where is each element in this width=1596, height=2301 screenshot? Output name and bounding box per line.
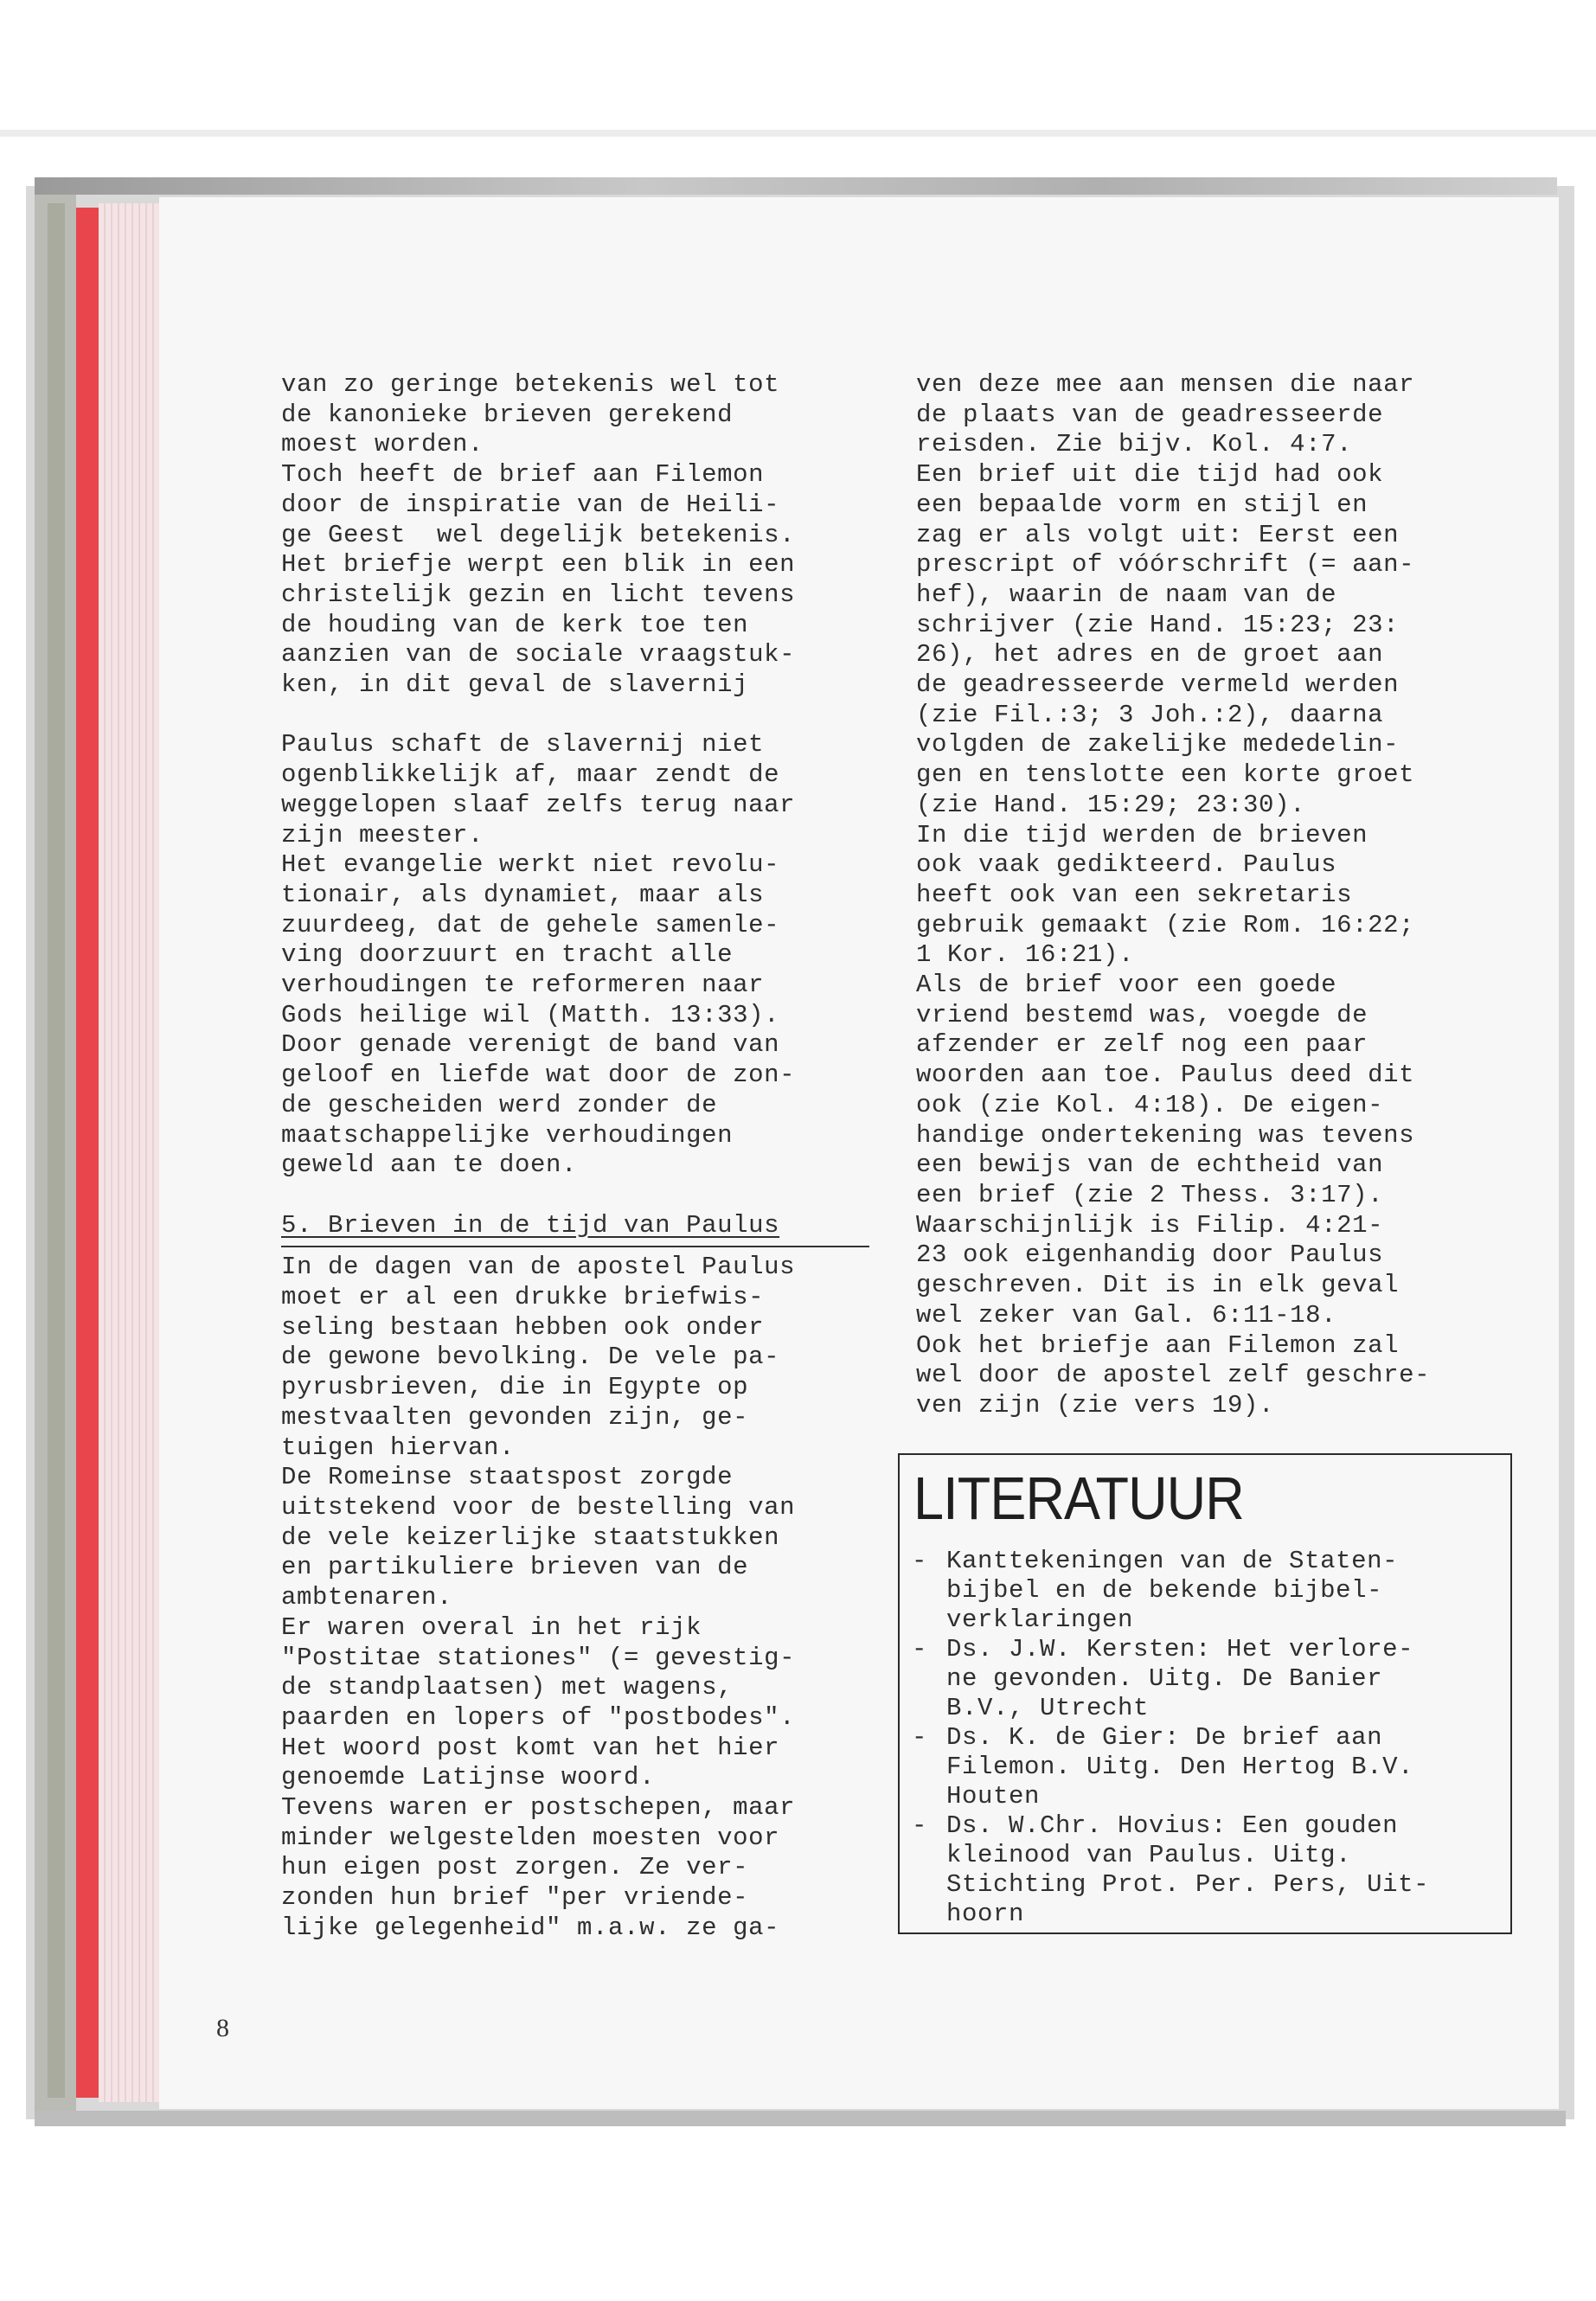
- text-line: paarden en lopers of "postbodes".: [281, 1702, 796, 1732]
- text-line: en partikuliere brieven van de: [281, 1553, 749, 1582]
- section-heading: 5. Brieven in de tijd van Paulus: [281, 1210, 780, 1240]
- spacer: [281, 1181, 887, 1211]
- text-line: (zie Hand. 15:29; 23:30).: [916, 790, 1306, 819]
- text-line: Tevens waren er postschepen, maar: [281, 1793, 796, 1823]
- list-dash: -: [912, 1811, 928, 1840]
- text-line: ven deze mee aan mensen die naar: [916, 370, 1415, 399]
- page-number: 8: [216, 2014, 229, 2042]
- text-line: vriend bestemd was, voegde de: [916, 1000, 1368, 1029]
- text-line: De Romeinse staatspost zorgde: [281, 1463, 734, 1492]
- text-line: moest worden.: [281, 430, 484, 459]
- text-line: ven zijn (zie vers 19).: [916, 1390, 1275, 1420]
- text-line: ook (zie Kol. 4:18). De eigen-: [916, 1090, 1384, 1119]
- left-column-text-continued: [281, 1253, 887, 1943]
- literature-item: [912, 1811, 1509, 1929]
- text-line: prescript of vóórschrift (= aan-: [916, 550, 1415, 580]
- text-line: de houding van de kerk toe ten: [281, 610, 749, 639]
- text-line: mestvaalten gevonden zijn, ge-: [281, 1402, 749, 1432]
- text-line: (zie Fil.:3; 3 Joh.:2), daarna: [916, 700, 1384, 729]
- book-bottom-edge: [35, 2111, 1566, 2126]
- list-dash: -: [912, 1547, 928, 1575]
- text-line: ken, in dit geval de slavernij: [281, 670, 749, 700]
- literature-box: [898, 1453, 1512, 1934]
- text-line: Er waren overal in het rijk: [281, 1612, 702, 1642]
- text-line: de kanonieke brieven gerekend: [281, 400, 734, 429]
- text-line: Het woord post komt van het hier: [281, 1733, 780, 1762]
- text-line: volgden de zakelijke mededelin-: [916, 730, 1400, 760]
- text-line: Een brief uit die tijd had ook: [916, 460, 1384, 490]
- text-line: Als de brief voor een goede: [916, 971, 1337, 1000]
- literature-item: [912, 1547, 1509, 1635]
- text-line: Door genade verenigt de band van: [281, 1030, 780, 1060]
- text-line: maatschappelijke verhoudingen: [281, 1120, 734, 1150]
- text-line: schrijver (zie Hand. 15:23; 23:: [916, 610, 1400, 639]
- text-line: tionair, als dynamiet, maar als: [281, 880, 765, 909]
- text-line: ge Geest wel degelijk betekenis.: [281, 520, 796, 549]
- text-line: de vele keizerlijke staatstukken: [281, 1522, 780, 1552]
- text-line: een bewijs van de echtheid van: [916, 1150, 1384, 1180]
- red-page-edge: [76, 208, 99, 2098]
- list-dash: -: [912, 1723, 928, 1752]
- text-line: ving doorzuurt en tracht alle: [281, 940, 734, 970]
- text-line: [281, 701, 887, 731]
- text-line: heeft ook van een sekretaris: [916, 880, 1353, 909]
- text-line: "Postitae stationes" (= gevestig-: [281, 1643, 796, 1672]
- scan-top-edge: [0, 130, 1596, 137]
- text-line: zuurdeeg, dat de gehele samenle-: [281, 910, 780, 939]
- text-line: seling bestaan hebben ook onder: [281, 1312, 765, 1342]
- text-line: uitstekend voor de bestelling van: [281, 1493, 796, 1522]
- text-line: Waarschijnlijk is Filip. 4:21-: [916, 1210, 1384, 1240]
- literature-item-text: Kanttekeningen van de Staten- bijbel en de bekende bijbel- verklaringen: [946, 1547, 1399, 1634]
- right-column: [916, 370, 1522, 1421]
- literature-item: [912, 1723, 1509, 1811]
- text-line: hun eigen post zorgen. Ze ver-: [281, 1853, 749, 1882]
- text-line: pyrusbrieven, die in Egypte op: [281, 1373, 749, 1402]
- text-line: genoemde Latijnse woord.: [281, 1763, 656, 1792]
- text-line: afzender er zelf nog een paar: [916, 1030, 1368, 1060]
- text-line: zonden hun brief "per vriende-: [281, 1883, 749, 1913]
- book-top-edge: [35, 177, 1557, 195]
- text-line: geloof en liefde wat door de zon-: [281, 1061, 796, 1090]
- text-line: Toch heeft de brief aan Filemon: [281, 460, 765, 490]
- text-line: reisden. Zie bijv. Kol. 4:7.: [916, 430, 1353, 459]
- right-column-text: [916, 370, 1522, 1421]
- text-line: ook vaak gedikteerd. Paulus: [916, 850, 1337, 880]
- text-line: Het briefje werpt een blik in een: [281, 550, 796, 580]
- text-line: door de inspiratie van de Heili-: [281, 490, 780, 519]
- literature-item-text: Ds. K. de Gier: De brief aan Filemon. Uitg. Den Hertog B.V. Houten: [946, 1723, 1414, 1811]
- text-line: een bepaalde vorm en stijl en: [916, 490, 1368, 519]
- left-column: [281, 370, 887, 1944]
- literature-list: [912, 1547, 1509, 1929]
- text-line: zijn meester.: [281, 820, 484, 849]
- text-line: de gescheiden werd zonder de: [281, 1090, 718, 1119]
- text-line: een brief (zie 2 Thess. 3:17).: [916, 1180, 1384, 1209]
- text-line: 23 ook eigenhandig door Paulus: [916, 1240, 1384, 1270]
- text-line: ambtenaren.: [281, 1583, 453, 1612]
- text-line: van zo geringe betekenis wel tot: [281, 370, 780, 399]
- text-line: de geadresseerde vermeld werden: [916, 670, 1400, 700]
- cover-binding: [48, 203, 65, 2098]
- text-line: 1 Kor. 16:21).: [916, 940, 1135, 970]
- text-line: gebruik gemaakt (zie Rom. 16:22;: [916, 910, 1415, 939]
- literature-item-text: Ds. W.Chr. Hovius: Een gouden kleinood van Paulus. Uitg. Stichting Prot. Per. Pers, Uit- hoorn: [946, 1811, 1430, 1928]
- text-line: wel zeker van Gal. 6:11-18.: [916, 1300, 1337, 1330]
- text-line: Ook het briefje aan Filemon zal: [916, 1330, 1400, 1360]
- text-line: geschreven. Dit is in elk geval: [916, 1271, 1400, 1300]
- text-line: handige ondertekening was tevens: [916, 1120, 1415, 1150]
- text-line: Gods heilige wil (Matth. 13:33).: [281, 1000, 780, 1029]
- text-line: woorden aan toe. Paulus deed dit: [916, 1061, 1415, 1090]
- text-line: 26), het adres en de groet aan: [916, 640, 1384, 670]
- text-line: geweld aan te doen.: [281, 1150, 578, 1180]
- literature-title: LITERATUUR: [913, 1465, 1244, 1532]
- text-line: gen en tenslotte een korte groet: [916, 760, 1415, 790]
- text-line: de standplaatsen) met wagens,: [281, 1673, 734, 1702]
- text-line: In die tijd werden de brieven: [916, 820, 1368, 849]
- literature-item: [912, 1635, 1509, 1723]
- text-line: verhoudingen te reformeren naar: [281, 971, 765, 1000]
- list-dash: -: [912, 1635, 928, 1663]
- text-line: Paulus schaft de slavernij niet: [281, 730, 765, 760]
- text-line: ogenblikkelijk af, maar zendt de: [281, 760, 780, 790]
- text-line: christelijk gezin en licht tevens: [281, 580, 796, 609]
- text-line: minder welgestelden moesten voor: [281, 1823, 780, 1852]
- text-line: zag er als volgt uit: Eerst een: [916, 520, 1400, 549]
- text-line: weggelopen slaaf zelfs terug naar: [281, 790, 796, 819]
- text-line: de gewone bevolking. De vele pa-: [281, 1343, 780, 1372]
- heading-rule: [281, 1246, 869, 1247]
- left-column-text: [281, 370, 887, 1181]
- text-line: hef), waarin de naam van de: [916, 580, 1337, 609]
- text-line: lijke gelegenheid" m.a.w. ze ga-: [281, 1913, 780, 1942]
- text-line: Het evangelie werkt niet revolu-: [281, 850, 780, 880]
- text-line: de plaats van de geadresseerde: [916, 400, 1384, 429]
- text-line: moet er al een drukke briefwis-: [281, 1283, 765, 1312]
- page-stack: [99, 203, 159, 2102]
- text-line: aanzien van de sociale vraagstuk-: [281, 640, 796, 670]
- literature-item-text: Ds. J.W. Kersten: Het verlore- ne gevonden. Uitg. De Banier B.V., Utrecht: [946, 1635, 1414, 1722]
- text-line: wel door de apostel zelf geschre-: [916, 1361, 1431, 1390]
- text-line: tuigen hiervan.: [281, 1433, 516, 1462]
- text-line: In de dagen van de apostel Paulus: [281, 1253, 796, 1282]
